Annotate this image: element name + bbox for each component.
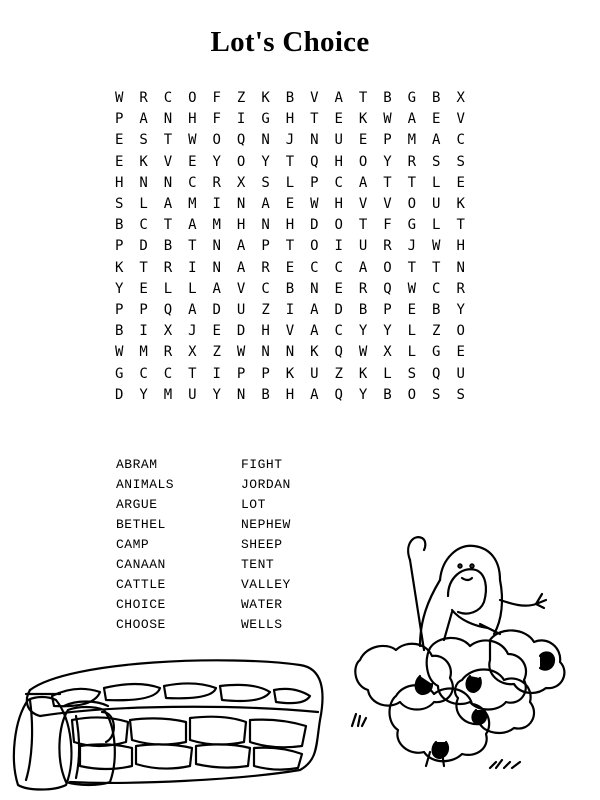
grid-letter: O	[456, 323, 465, 340]
grid-letter: Q	[163, 301, 173, 318]
grid-letter: K	[261, 90, 270, 107]
grid-letter: P	[261, 238, 270, 255]
grid-letter: D	[310, 217, 319, 234]
grid-letter: P	[114, 111, 124, 128]
grid-letter: U	[310, 365, 319, 382]
word-list-item: CANAAN	[116, 557, 166, 572]
grid-letter: A	[310, 323, 319, 340]
grid-letter: A	[163, 196, 173, 213]
grid-letter: S	[456, 153, 465, 170]
grid-letter: W	[383, 111, 392, 128]
grid-letter: H	[236, 217, 246, 234]
grid-letter: N	[285, 344, 295, 361]
word-list-item: CAMP	[116, 537, 150, 552]
grid-letter: E	[358, 132, 368, 149]
grid-letter: S	[432, 386, 441, 403]
sheep-flock-illustration	[352, 630, 564, 768]
grid-letter: N	[261, 217, 270, 234]
word-list-item: ARGUE	[116, 497, 158, 512]
grid-letter: E	[334, 111, 343, 128]
grid-letter: Y	[383, 323, 392, 340]
grid-letter: X	[383, 344, 392, 361]
grid-letter: Y	[212, 386, 221, 403]
grid-letter: S	[407, 365, 417, 382]
grid-letter: O	[334, 217, 343, 234]
word-list-item: WELLS	[241, 617, 283, 632]
grid-letter: N	[163, 111, 173, 128]
grid-letter: V	[163, 153, 173, 170]
grid-letter: R	[383, 238, 392, 255]
grid-letter: Q	[334, 386, 343, 403]
grid-letter: C	[432, 280, 441, 297]
grid-letter: B	[285, 90, 295, 107]
grid-letter: Q	[310, 153, 319, 170]
word-list-item: WATER	[241, 597, 283, 612]
word-list-item: SHEEP	[241, 537, 283, 552]
grid-letter: R	[212, 174, 221, 191]
grid-letter: E	[139, 280, 148, 297]
grid-letter: L	[432, 174, 441, 191]
grid-letter: M	[212, 217, 221, 234]
grid-letter: B	[432, 90, 441, 107]
grid-letter: T	[432, 259, 441, 276]
grid-letter: I	[285, 301, 295, 318]
grid-letter: K	[358, 111, 368, 128]
grid-letter: L	[432, 217, 441, 234]
grid-letter: G	[114, 365, 124, 382]
grid-letter: H	[456, 238, 465, 255]
grid-letter: R	[358, 280, 368, 297]
grid-letter: E	[407, 301, 417, 318]
grid-letter: A	[236, 238, 246, 255]
grid-letter: O	[407, 386, 417, 403]
grid-letter: Y	[358, 323, 368, 340]
grid-letter: Y	[383, 153, 392, 170]
grid-letter: N	[212, 238, 221, 255]
grid-letter: A	[212, 280, 221, 297]
grid-letter: T	[163, 132, 173, 149]
grid-letter: B	[383, 386, 392, 403]
grid-letter: W	[114, 90, 124, 107]
grid-letter: W	[236, 344, 246, 361]
grid-letter: U	[432, 196, 441, 213]
grid-letter: W	[358, 344, 368, 361]
grid-letter: A	[139, 111, 148, 128]
grid-letter: D	[236, 323, 246, 340]
grid-letter: E	[285, 196, 295, 213]
grid-letter: Q	[432, 365, 441, 382]
word-list-item: BETHEL	[116, 517, 166, 532]
grid-letter: E	[285, 259, 295, 276]
grid-letter: A	[358, 174, 368, 191]
grid-letter: A	[236, 259, 246, 276]
grid-letter: W	[407, 280, 417, 297]
grid-letter: B	[285, 280, 295, 297]
grid-letter: N	[163, 174, 173, 191]
grid-letter: Y	[114, 280, 124, 297]
grid-letter: J	[188, 323, 197, 340]
grid-letter: T	[407, 174, 417, 191]
grid-letter: C	[139, 365, 148, 382]
grid-letter: K	[310, 344, 319, 361]
grid-letter: H	[285, 386, 295, 403]
word-list-item: ABRAM	[116, 457, 158, 472]
grid-letter: C	[188, 174, 197, 191]
grid-letter: T	[163, 217, 173, 234]
grid-letter: U	[456, 365, 465, 382]
grid-letter: E	[114, 153, 124, 170]
grid-letter: U	[236, 301, 246, 318]
grid-letter: P	[383, 132, 392, 149]
grid-letter: H	[334, 196, 343, 213]
grid-letter: M	[407, 132, 417, 149]
grid-letter: P	[114, 301, 124, 318]
grid-letter: L	[407, 323, 417, 340]
grid-letter: K	[139, 153, 148, 170]
grid-letter: L	[163, 280, 173, 297]
grid-letter: L	[285, 174, 295, 191]
grid-letter: O	[310, 238, 319, 255]
grid-letter: I	[188, 259, 197, 276]
small-jug-illustration	[59, 702, 114, 786]
grid-letter: B	[114, 217, 124, 234]
grid-letter: Z	[212, 344, 221, 361]
grid-letter: B	[432, 301, 441, 318]
grid-letter: T	[310, 111, 319, 128]
grid-letter: X	[236, 174, 246, 191]
grid-letter: G	[432, 344, 441, 361]
grid-letter: S	[456, 386, 465, 403]
grid-letter: A	[310, 386, 319, 403]
grid-letter: A	[310, 301, 319, 318]
grid-letter: L	[383, 365, 392, 382]
grid-letter: I	[212, 196, 221, 213]
grid-letter: C	[456, 132, 465, 149]
grid-letter: T	[139, 259, 148, 276]
grid-letter: T	[358, 217, 368, 234]
grid-letter: D	[212, 301, 221, 318]
grid-letter: X	[188, 344, 197, 361]
grid-letter: H	[114, 174, 124, 191]
grid-letter: N	[139, 174, 148, 191]
grid-letter: R	[139, 90, 148, 107]
grid-letter: B	[383, 90, 392, 107]
grid-letter: N	[456, 259, 465, 276]
grid-letter: I	[139, 323, 148, 340]
grid-letter: L	[139, 196, 148, 213]
grid-letter: G	[407, 217, 417, 234]
grid-letter: A	[334, 90, 343, 107]
grid-letter: R	[456, 280, 465, 297]
grid-letter: A	[188, 217, 197, 234]
grid-letter: D	[139, 238, 148, 255]
grid-letter: C	[334, 174, 343, 191]
grid-letter: M	[163, 386, 173, 403]
grid-letter: V	[358, 196, 368, 213]
grid-letter: B	[114, 323, 124, 340]
grid-letter: H	[261, 323, 270, 340]
grid-letter: P	[310, 174, 319, 191]
grid-letter: Y	[139, 386, 148, 403]
grid-letter: O	[236, 153, 246, 170]
grid-letter: D	[114, 386, 124, 403]
grid-letter: O	[358, 153, 368, 170]
grid-letter: T	[188, 238, 197, 255]
grid-letter: V	[236, 280, 246, 297]
grid-letter: R	[163, 344, 173, 361]
word-list-item: ANIMALS	[116, 477, 175, 492]
word-list-item: VALLEY	[241, 577, 291, 592]
grid-letter: G	[261, 111, 270, 128]
grid-letter: E	[456, 344, 465, 361]
grid-letter: N	[236, 386, 246, 403]
grid-letter: P	[261, 365, 270, 382]
grid-letter: H	[334, 153, 343, 170]
grid-letter: M	[188, 196, 197, 213]
grid-letter: P	[114, 238, 124, 255]
grid-letter: H	[285, 111, 295, 128]
grid-letter: C	[334, 259, 343, 276]
grid-letter: A	[432, 132, 441, 149]
grid-letter: I	[236, 111, 246, 128]
grid-letter: K	[358, 365, 368, 382]
grid-letter: O	[407, 196, 417, 213]
grid-letter: U	[188, 386, 197, 403]
grid-letter: Y	[261, 153, 270, 170]
grid-letter: K	[285, 365, 295, 382]
grid-letter: C	[334, 323, 343, 340]
grid-letter: G	[407, 90, 417, 107]
grid-letter: T	[188, 365, 197, 382]
grid-letter: V	[285, 323, 295, 340]
grid-letter: M	[139, 344, 148, 361]
grid-letter: Y	[456, 301, 465, 318]
grid-letter: Z	[334, 365, 343, 382]
grid-letter: V	[310, 90, 319, 107]
grid-letter: H	[285, 217, 295, 234]
grid-letter: H	[188, 111, 197, 128]
grid-letter: W	[310, 196, 319, 213]
grid-letter: R	[261, 259, 270, 276]
grid-letter: C	[261, 280, 270, 297]
word-list-item: LOT	[241, 497, 266, 512]
grid-letter: Y	[358, 386, 368, 403]
word-list-item: CHOOSE	[116, 617, 166, 632]
grid-letter: C	[163, 90, 173, 107]
grid-letter: L	[188, 280, 197, 297]
grid-letter: S	[114, 196, 124, 213]
word-list-item: CATTLE	[116, 577, 166, 592]
grid-letter: N	[310, 280, 319, 297]
grid-letter: L	[407, 344, 417, 361]
grid-letter: N	[261, 344, 270, 361]
grid-letter: U	[334, 132, 343, 149]
word-list-item: TENT	[241, 557, 275, 572]
grid-letter: T	[285, 238, 295, 255]
grid-letter: J	[407, 238, 417, 255]
grid-letter: R	[407, 153, 417, 170]
grid-letter: D	[334, 301, 343, 318]
grid-letter: X	[456, 90, 465, 107]
grid-letter: I	[334, 238, 343, 255]
grid-letter: T	[383, 174, 392, 191]
grid-letter: B	[358, 301, 368, 318]
grid-letter: E	[114, 132, 124, 149]
grid-letter: K	[114, 259, 124, 276]
grid-letter: Q	[334, 344, 343, 361]
grid-letter: N	[236, 196, 246, 213]
grid-letter: N	[212, 259, 221, 276]
grid-letter: V	[383, 196, 392, 213]
grid-letter: T	[358, 90, 368, 107]
grid-letter: Z	[261, 301, 270, 318]
grid-letter: P	[236, 365, 246, 382]
grid-letter: O	[188, 90, 197, 107]
grid-letter: W	[188, 132, 197, 149]
grid-letter: O	[383, 259, 392, 276]
grid-letter: V	[456, 111, 465, 128]
grid-letter: T	[456, 217, 465, 234]
grid-letter: R	[163, 259, 173, 276]
grid-letter: Z	[432, 323, 441, 340]
grid-letter: A	[188, 301, 197, 318]
grid-letter: Q	[383, 280, 392, 297]
grid-letter: Q	[236, 132, 246, 149]
grid-letter: A	[358, 259, 368, 276]
grid-letter: E	[188, 153, 197, 170]
page-title: Lot's Choice	[210, 26, 370, 58]
grid-letter: A	[407, 111, 417, 128]
grid-letter: K	[456, 196, 465, 213]
grid-letter: C	[139, 217, 148, 234]
grid-letter: N	[261, 132, 270, 149]
grid-letter: P	[383, 301, 392, 318]
word-list-item: NEPHEW	[241, 517, 291, 532]
grid-letter: F	[383, 217, 392, 234]
grid-letter: F	[212, 90, 221, 107]
grid-letter: B	[261, 386, 270, 403]
grid-letter: O	[212, 132, 221, 149]
grid-letter: C	[163, 365, 173, 382]
grid-letter: A	[261, 196, 270, 213]
grid-letter: Z	[236, 90, 246, 107]
grid-letter: I	[212, 365, 221, 382]
grid-letter: F	[212, 111, 221, 128]
grid-letter: T	[407, 259, 417, 276]
grid-letter: J	[285, 132, 295, 149]
grid-letter: B	[163, 238, 173, 255]
grid-letter: S	[261, 174, 270, 191]
grid-letter: E	[456, 174, 465, 191]
grid-letter: S	[139, 132, 148, 149]
grid-letter: N	[310, 132, 319, 149]
grid-letter: E	[212, 323, 221, 340]
grid-letter: W	[114, 344, 124, 361]
word-list-item: FIGHT	[241, 457, 283, 472]
grid-letter: U	[358, 238, 368, 255]
grid-letter: S	[432, 153, 441, 170]
grid-letter: Y	[212, 153, 221, 170]
word-list-item: CHOICE	[116, 597, 166, 612]
grid-letter: E	[334, 280, 343, 297]
grid-letter: P	[139, 301, 148, 318]
grid-letter: W	[432, 238, 441, 255]
grid-letter: X	[163, 323, 173, 340]
grid-letter: E	[432, 111, 441, 128]
word-list-item: JORDAN	[241, 477, 291, 492]
grid-letter: C	[310, 259, 319, 276]
grid-letter: T	[285, 153, 295, 170]
